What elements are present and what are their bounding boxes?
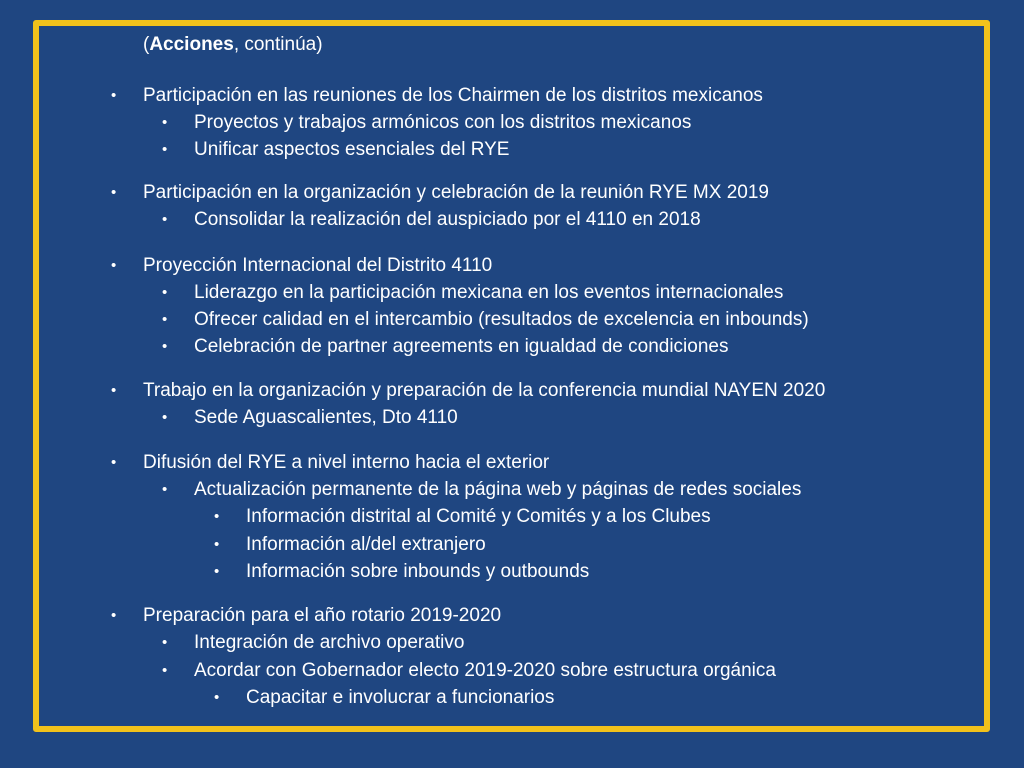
bullet-marker-level-2: • <box>162 284 168 301</box>
list-item-level-2: Actualización permanente de la página web y páginas de redes sociales <box>194 479 802 500</box>
list-item-level-2: Liderazgo en la participación mexicana en los eventos internacionales <box>194 282 784 303</box>
bullet-marker-level-2: • <box>162 338 168 355</box>
bullet-marker-level-1: • <box>111 454 117 471</box>
list-item-level-1: Participación en las reuniones de los Chairmen de los distritos mexicanos <box>143 85 763 106</box>
list-item-level-1: Trabajo en la organización y preparación de la conferencia mundial NAYEN 2020 <box>143 380 826 401</box>
bullet-marker-level-2: • <box>162 114 168 131</box>
bullet-marker-level-2: • <box>162 141 168 158</box>
list-item-level-2: Acordar con Gobernador electo 2019-2020 sobre estructura orgánica <box>194 660 776 681</box>
list-item-level-1: Proyección Internacional del Distrito 4110 <box>143 255 493 276</box>
bullet-marker-level-3: • <box>214 689 220 706</box>
list-item-level-2: Integración de archivo operativo <box>194 632 465 653</box>
bullet-marker-level-2: • <box>162 662 168 679</box>
bullet-marker-level-3: • <box>214 536 220 553</box>
list-item-level-2: Proyectos y trabajos armónicos con los distritos mexicanos <box>194 112 692 133</box>
bullet-marker-level-2: • <box>162 211 168 228</box>
heading-bold: Acciones <box>149 34 234 55</box>
list-item-level-3: Información distrital al Comité y Comités y a los Clubes <box>246 506 711 527</box>
bullet-marker-level-1: • <box>111 382 117 399</box>
slide-heading <box>143 33 323 57</box>
list-item-level-2: Ofrecer calidad en el intercambio (resultados de excelencia en inbounds) <box>194 309 809 330</box>
list-item-level-1: Difusión del RYE a nivel interno hacia el exterior <box>143 452 550 473</box>
heading-open-paren: ( <box>143 34 150 55</box>
list-item-level-3: Información al/del extranjero <box>246 534 486 555</box>
list-item-level-2: Celebración de partner agreements en igualdad de condiciones <box>194 336 729 357</box>
heading-rest: , continúa) <box>233 34 323 55</box>
list-item-level-2: Sede Aguascalientes, Dto 4110 <box>194 407 458 428</box>
bullet-marker-level-2: • <box>162 634 168 651</box>
bullet-marker-level-1: • <box>111 607 117 624</box>
bullet-marker-level-2: • <box>162 311 168 328</box>
bullet-marker-level-1: • <box>111 87 117 104</box>
bullet-marker-level-3: • <box>214 508 220 525</box>
bullet-marker-level-2: • <box>162 409 168 426</box>
list-item-level-3: Información sobre inbounds y outbounds <box>246 561 590 582</box>
bullet-marker-level-1: • <box>111 257 117 274</box>
list-item-level-1: Participación en la organización y celebración de la reunión RYE MX 2019 <box>143 182 769 203</box>
bullet-marker-level-3: • <box>214 563 220 580</box>
bullet-marker-level-1: • <box>111 184 117 201</box>
list-item-level-2: Consolidar la realización del auspiciado por el 4110 en 2018 <box>194 209 701 230</box>
list-item-level-2: Unificar aspectos esenciales del RYE <box>194 139 510 160</box>
list-item-level-1: Preparación para el año rotario 2019-2020 <box>143 605 502 626</box>
bullet-marker-level-2: • <box>162 481 168 498</box>
list-item-level-3: Capacitar e involucrar a funcionarios <box>246 687 555 708</box>
